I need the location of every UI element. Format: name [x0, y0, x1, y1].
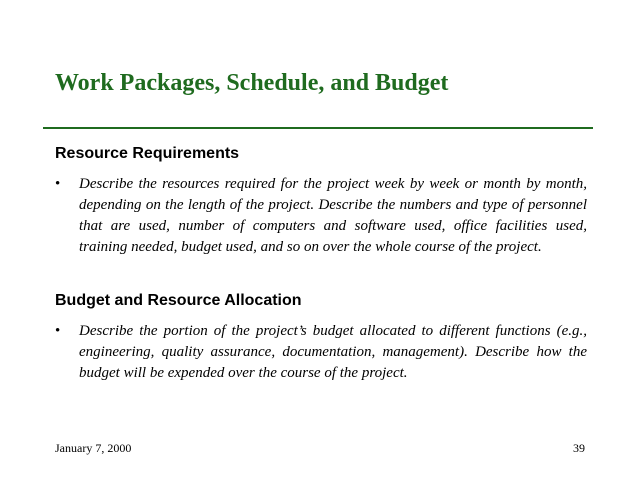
section-heading: Resource Requirements	[55, 145, 240, 162]
section-budget-allocation	[55, 291, 587, 384]
page-number: 39	[573, 441, 585, 455]
bullet-item	[55, 174, 587, 258]
bullet-item	[55, 321, 587, 384]
section-resource-requirements	[55, 144, 587, 258]
bullet-text: Describe the portion of the project’s budget allocated to different functions (e.g., engineering, quality assurance, documentation, management). Describe how the budget will be expended over the course of the project.	[79, 323, 587, 381]
bullet-icon: •	[55, 176, 61, 192]
slide-title: Work Packages, Schedule, and Budget	[55, 70, 449, 96]
section-heading: Budget and Resource Allocation	[55, 292, 302, 309]
bullet-icon: •	[55, 323, 61, 339]
bullet-text: Describe the resources required for the project week by week or month by month, depending on the length of the project. Describe the numbers and type of personnel that are used, number of computers and software used, office facilities used, training needed, budget used, and so on over the whole course of the project.	[79, 176, 587, 255]
footer-date: January 7, 2000	[55, 441, 132, 455]
title-divider	[43, 127, 593, 129]
